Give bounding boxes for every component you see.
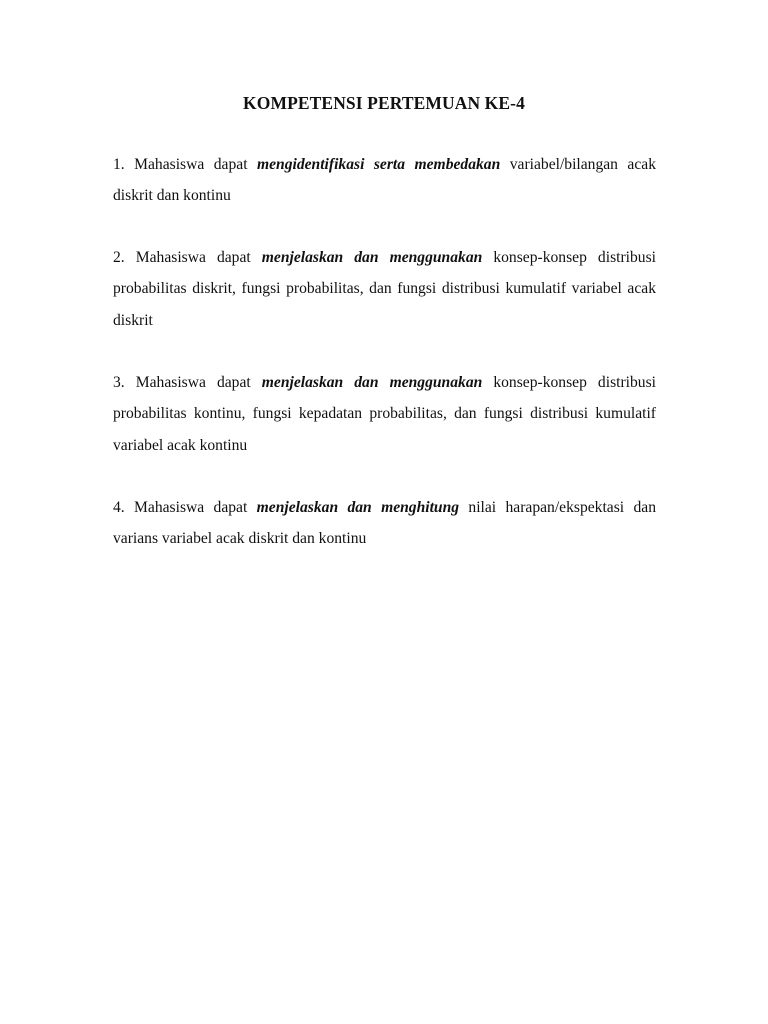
item-suffix: nilai harapan/ekspektasi dan varians variabel acak diskrit dan kontinu [113, 499, 656, 548]
item-emphasis: menjelaskan dan menghitung [256, 499, 460, 516]
competency-item-4 [113, 492, 656, 555]
item-suffix: konsep-konsep distribusi probabilitas diskrit, fungsi probabilitas, dan fungsi distribusi kumulatif variabel acak diskrit [113, 249, 656, 329]
competency-item-3 [113, 367, 656, 461]
item-prefix: 2. Mahasiswa dapat [113, 249, 262, 266]
item-suffix: variabel/bilangan acak diskrit dan kontinu [113, 156, 656, 205]
item-suffix: konsep-konsep distribusi probabilitas kontinu, fungsi kepadatan probabilitas, dan fungsi distribusi kumulatif variabel acak kontinu [113, 374, 656, 454]
item-emphasis: mengidentifikasi serta membedakan [256, 156, 501, 173]
item-prefix: 1. Mahasiswa dapat [113, 156, 257, 173]
item-emphasis: menjelaskan dan menggunakan [261, 374, 483, 391]
item-prefix: 3. Mahasiswa dapat [113, 374, 262, 391]
item-emphasis: menjelaskan dan menggunakan [261, 249, 483, 266]
competency-item-1 [113, 149, 656, 212]
page-title: KOMPETENSI PERTEMUAN KE-4 [243, 93, 525, 113]
item-prefix: 4. Mahasiswa dapat [113, 499, 257, 516]
competency-item-2 [113, 242, 656, 336]
